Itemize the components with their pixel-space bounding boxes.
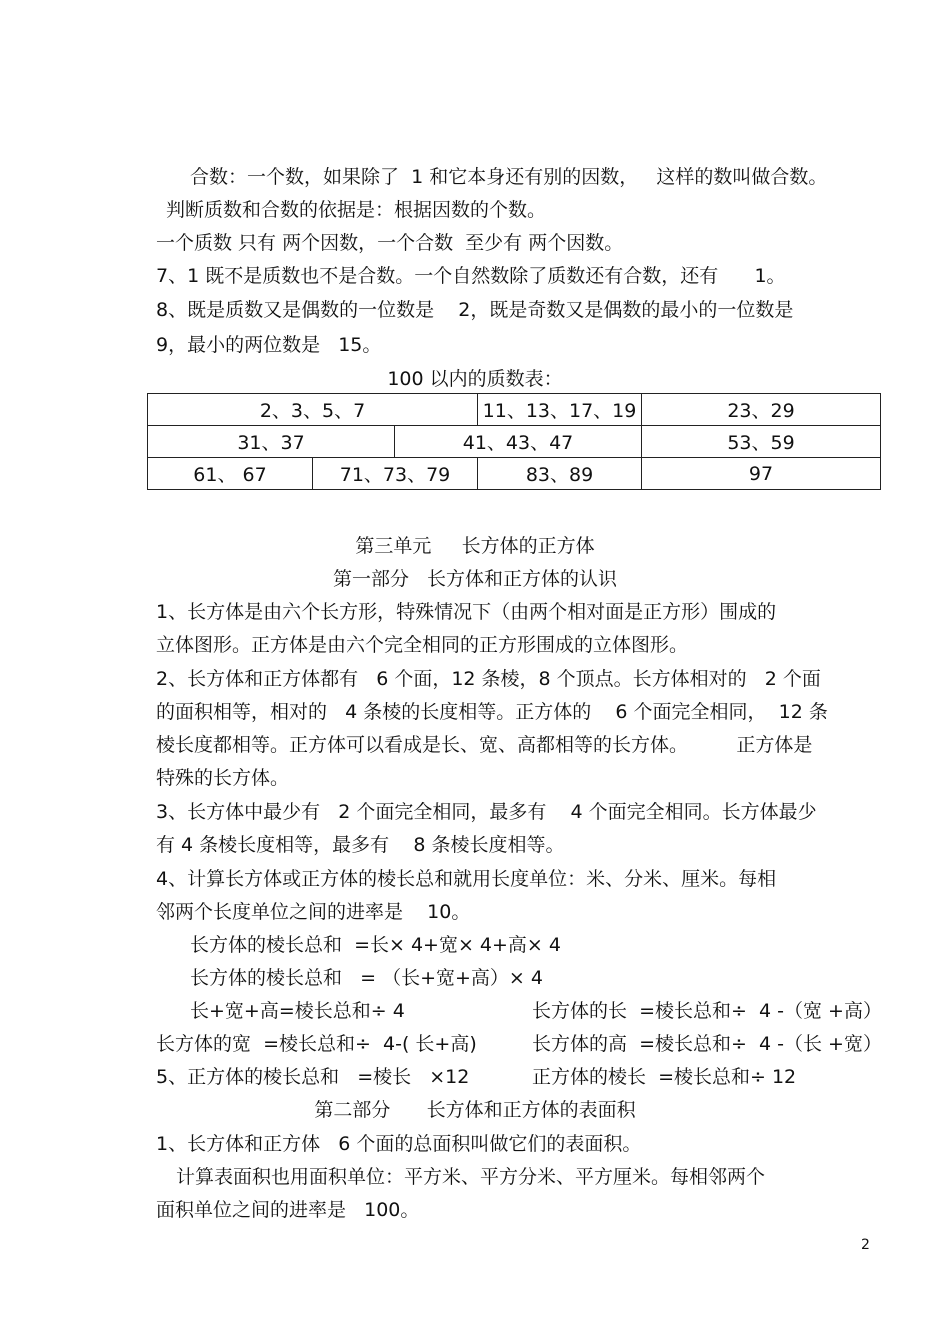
formula-length: 长方体的长 =棱长总和÷ 4 -（宽 +高） [532, 1000, 882, 1022]
formula-dimension-sum: 长+宽+高=棱长总和÷ 4 [190, 1000, 405, 1022]
point-1-line-1: 1、长方体是由六个长方形，特殊情况下（由两个相对面是正方形）围成的 [156, 601, 777, 623]
table-cell: 41、43、47 [395, 426, 642, 458]
point-2-line-1: 2、长方体和正方体都有 6 个面，12 条棱，8 个顶点。长方体相对的 2 个面 [156, 668, 821, 690]
prime-composite-criterion: 判断质数和合数的依据是：根据因数的个数。 [166, 199, 547, 221]
surface-area-units-line-2: 面积单位之间的进率是 100。 [156, 1199, 420, 1221]
formula-height: 长方体的高 =棱长总和÷ 4 -（长 +宽） [532, 1033, 882, 1055]
table-cell: 31、37 [148, 426, 395, 458]
part-2-heading: 第二部分 长方体和正方体的表面积 [314, 1099, 636, 1121]
part-1-heading: 第一部分 长方体和正方体的认识 [332, 568, 618, 590]
table-row [148, 426, 881, 458]
item-8-continued: 9，最小的两位数是 15。 [156, 334, 382, 356]
point-1-line-2: 立体图形。正方体是由六个完全相同的正方形围成的立体图形。 [156, 634, 689, 656]
table-cell: 2、3、5、7 [148, 394, 478, 426]
table-row [148, 394, 881, 426]
surface-area-point-1: 1、长方体和正方体 6 个面的总面积叫做它们的表面积。 [156, 1133, 642, 1155]
table-cell: 53、59 [642, 426, 881, 458]
formula-cube-edge: 正方体的棱长 =棱长总和÷ 12 [532, 1066, 797, 1088]
formula-edge-sum-2: 长方体的棱长总和 = （长+宽+高）× 4 [190, 967, 543, 989]
formula-edge-sum-1: 长方体的棱长总和 =长× 4+宽× 4+高× 4 [190, 934, 561, 956]
item-7: 7、1 既不是质数也不是合数。一个自然数除了质数还有合数，还有 1。 [156, 265, 786, 287]
surface-area-units-line-1: 计算表面积也用面积单位：平方米、平方分米、平方厘米。每相邻两个 [176, 1166, 766, 1188]
item-8: 8、既是质数又是偶数的一位数是 2，既是奇数又是偶数的最小的一位数是 [156, 299, 794, 321]
point-2-line-4: 特殊的长方体。 [156, 767, 290, 789]
formula-cube-edge-sum: 5、正方体的棱长总和 =棱长 ×12 [156, 1066, 470, 1088]
prime-table [147, 393, 881, 490]
unit-3-heading: 第三单元 长方体的正方体 [355, 535, 595, 557]
point-2-line-3: 棱长度都相等。正方体可以看成是长、宽、高都相等的长方体。 正方体是 [156, 734, 813, 756]
formula-width: 长方体的宽 =棱长总和÷ 4-( 长+高) [156, 1033, 477, 1055]
table-cell: 11、13、17、19 [478, 394, 642, 426]
table-row [148, 458, 881, 490]
factor-count-rule: 一个质数 只有 两个因数，一个合数 至少有 两个因数。 [156, 232, 624, 254]
point-4-line-1: 4、计算长方体或正方体的棱长总和就用长度单位：米、分米、厘米。每相 [156, 868, 777, 890]
point-3-line-1: 3、长方体中最少有 2 个面完全相同，最多有 4 个面完全相同。长方体最少 [156, 801, 817, 823]
table-cell: 71、73、79 [313, 458, 478, 490]
table-cell: 61、 67 [148, 458, 313, 490]
page-number: 2 [861, 1237, 870, 1253]
table-cell: 97 [642, 458, 881, 490]
point-3-line-2: 有 4 条棱长度相等，最多有 8 条棱长度相等。 [156, 834, 565, 856]
point-4-line-2: 邻两个长度单位之间的进率是 10。 [156, 901, 471, 923]
composite-definition: 合数：一个数，如果除了 1 和它本身还有别的因数， 这样的数叫做合数。 [190, 166, 828, 188]
table-cell: 23、29 [642, 394, 881, 426]
point-2-line-2: 的面积相等，相对的 4 条棱的长度相等。正方体的 6 个面完全相同， 12 条 [156, 701, 828, 723]
table-cell: 83、89 [478, 458, 642, 490]
prime-table-title: 100 以内的质数表： [387, 368, 563, 390]
